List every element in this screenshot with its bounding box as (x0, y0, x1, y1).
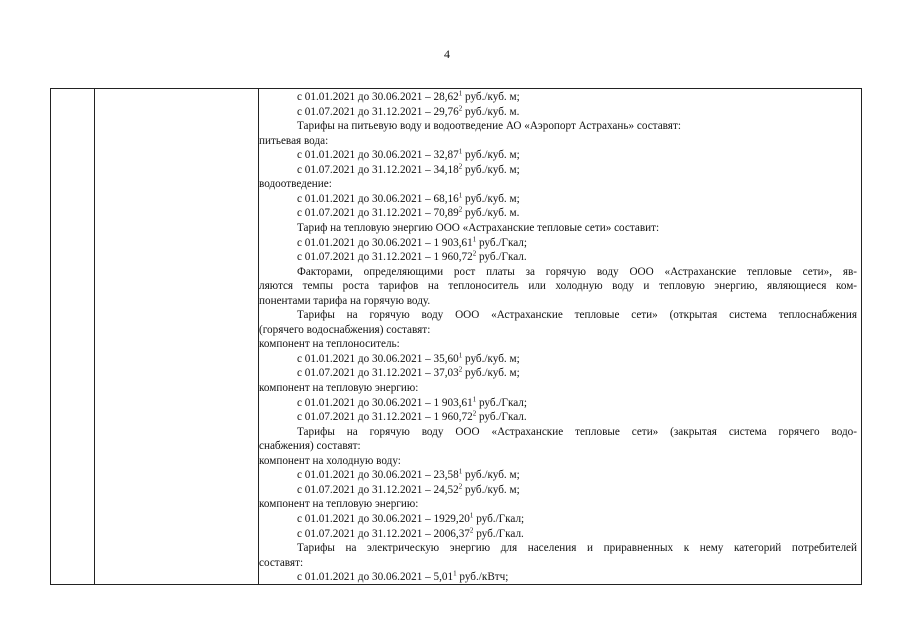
text-line (297, 221, 659, 235)
line-text: с 01.01.2021 до 30.06.2021 – 32,87 (297, 149, 459, 162)
line-unit: руб./куб. м. (462, 207, 520, 220)
text-line (297, 206, 519, 220)
line-unit: руб./куб. м; (462, 352, 520, 365)
text-line (297, 236, 527, 250)
text-line (297, 570, 508, 584)
line-text: с 01.07.2021 до 31.12.2021 – 70,89 (297, 207, 459, 220)
text-line (297, 105, 519, 119)
line-text: Факторами, определяющими рост платы за горячую воду ООО «Астраханские тепловые сети», яв- (297, 265, 857, 278)
footnote-marker: 1 (472, 234, 477, 243)
text-line (297, 308, 857, 322)
line-text: компонент на теплоноситель: (259, 338, 400, 351)
line-text: составят: (259, 556, 304, 569)
text-line (297, 541, 857, 555)
line-text: (горячего водоснабжения) составят: (259, 323, 431, 336)
line-text: с 01.07.2021 до 31.12.2021 – 2006,37 (297, 527, 470, 540)
line-text: с 01.07.2021 до 31.12.2021 – 34,18 (297, 163, 459, 176)
line-text: с 01.01.2021 до 30.06.2021 – 35,60 (297, 352, 459, 365)
line-text: ляются темпы роста тарифов на теплоноситель или холодную воду и тепловую энергию, являющиеся ком- (259, 280, 857, 293)
text-line (297, 396, 527, 410)
line-unit: руб./куб. м; (462, 483, 520, 496)
line-text: Тарифы на горячую воду ООО «Астраханские тепловые сети» (закрытая система горячего водо- (297, 425, 857, 438)
line-text: с 01.01.2021 до 30.06.2021 – 5,01 (297, 571, 454, 584)
line-text: с 01.01.2021 до 30.06.2021 – 1929,20 (297, 512, 470, 525)
line-unit: руб./куб. м. (462, 105, 520, 118)
footnote-marker: 2 (458, 162, 463, 171)
text-line (259, 497, 418, 511)
line-text: с 01.01.2021 до 30.06.2021 – 28,62 (297, 91, 459, 103)
footnote-marker: 2 (458, 205, 463, 214)
footnote-marker: 1 (458, 351, 463, 360)
line-unit: руб./Гкал; (473, 512, 525, 525)
line-text: Тарифы на горячую воду ООО «Астраханские тепловые сети» (открытая система теплоснабжения (297, 309, 857, 322)
line-text: с 01.07.2021 до 31.12.2021 – 1 960,72 (297, 411, 473, 424)
footnote-marker: 1 (469, 511, 474, 520)
footnote-marker: 2 (469, 525, 474, 534)
text-line (259, 337, 400, 351)
text-line (297, 119, 681, 133)
line-unit: руб./куб. м; (462, 469, 520, 482)
text-line (297, 352, 520, 366)
line-text: снабжения) составят: (259, 440, 361, 453)
footnote-marker: 2 (458, 365, 463, 374)
text-line (259, 323, 430, 337)
line-text: компонент на тепловую энергию: (259, 498, 419, 511)
line-text: с 01.07.2021 до 31.12.2021 – 24,52 (297, 483, 459, 496)
text-line (297, 410, 527, 424)
line-unit: руб./Гкал. (476, 251, 527, 264)
line-unit: руб./куб. м; (462, 149, 520, 162)
line-text: с 01.07.2021 до 31.12.2021 – 29,76 (297, 105, 459, 118)
line-unit: руб./куб. м; (462, 192, 520, 205)
line-unit: руб./куб. м; (462, 367, 520, 380)
text-line (297, 163, 520, 177)
text-line (259, 439, 361, 453)
text-line (259, 556, 303, 570)
page-number: 4 (444, 47, 450, 61)
line-text: питьевая вода: (259, 134, 329, 147)
footnote-marker: 1 (472, 394, 477, 403)
line-unit: руб./Гкал; (476, 236, 527, 249)
text-line (297, 425, 857, 439)
document-table (50, 88, 862, 585)
text-line (297, 90, 520, 104)
line-text: с 01.07.2021 до 31.12.2021 – 37,03 (297, 367, 459, 380)
footnote-marker: 1 (458, 147, 463, 156)
line-unit: руб./куб. м; (462, 163, 520, 176)
line-text: с 01.07.2021 до 31.12.2021 – 1 960,72 (297, 251, 473, 264)
line-unit: руб./Гкал. (476, 411, 527, 424)
footnote-marker: 1 (458, 89, 463, 98)
text-line (297, 192, 520, 206)
footnote-marker: 1 (458, 191, 463, 200)
text-line (297, 148, 520, 162)
line-text: Тарифы на электрическую энергию для населения и приравненных к нему категорий потребителей (297, 542, 857, 555)
text-line (297, 512, 524, 526)
text-line (297, 265, 857, 279)
text-line (259, 294, 430, 308)
line-text: компонент на холодную воду: (259, 454, 401, 467)
text-line (259, 381, 418, 395)
footnote-marker: 2 (472, 249, 477, 258)
text-line (259, 279, 857, 293)
text-line (297, 483, 520, 497)
footnote-marker: 1 (453, 569, 457, 578)
line-text: понентами тарифа на горячую воду. (259, 294, 431, 307)
text-line (259, 177, 332, 191)
line-text: с 01.01.2021 до 30.06.2021 – 23,58 (297, 469, 459, 482)
line-text: с 01.01.2021 до 30.06.2021 – 1 903,61 (297, 396, 473, 409)
line-text: с 01.01.2021 до 30.06.2021 – 68,16 (297, 192, 459, 205)
text-line (259, 454, 401, 468)
text-line (297, 366, 520, 380)
text-line (259, 134, 328, 148)
footnote-marker: 2 (472, 409, 477, 418)
text-line (297, 250, 527, 264)
line-text: компонент на тепловую энергию: (259, 382, 419, 394)
line-unit: руб./кВтч; (456, 571, 509, 584)
line-text: Тарифы на питьевую воду и водоотведение АО «Аэропорт Астрахань» составят: (297, 120, 681, 133)
text-line (297, 468, 520, 482)
line-unit: руб./куб. м; (462, 91, 520, 103)
table-column-divider (94, 89, 95, 584)
footnote-marker: 2 (458, 103, 463, 112)
footnote-marker: 2 (458, 482, 463, 491)
line-unit: руб./Гкал. (473, 527, 524, 540)
footnote-marker: 1 (458, 467, 463, 476)
line-text: с 01.01.2021 до 30.06.2021 – 1 903,61 (297, 236, 473, 249)
table-content-cell (259, 89, 861, 584)
line-text: водоотведение: (259, 178, 332, 191)
line-text: Тариф на тепловую энергию ООО «Астраханские тепловые сети» составит: (297, 221, 660, 234)
text-line (297, 527, 524, 541)
line-unit: руб./Гкал; (476, 396, 527, 409)
